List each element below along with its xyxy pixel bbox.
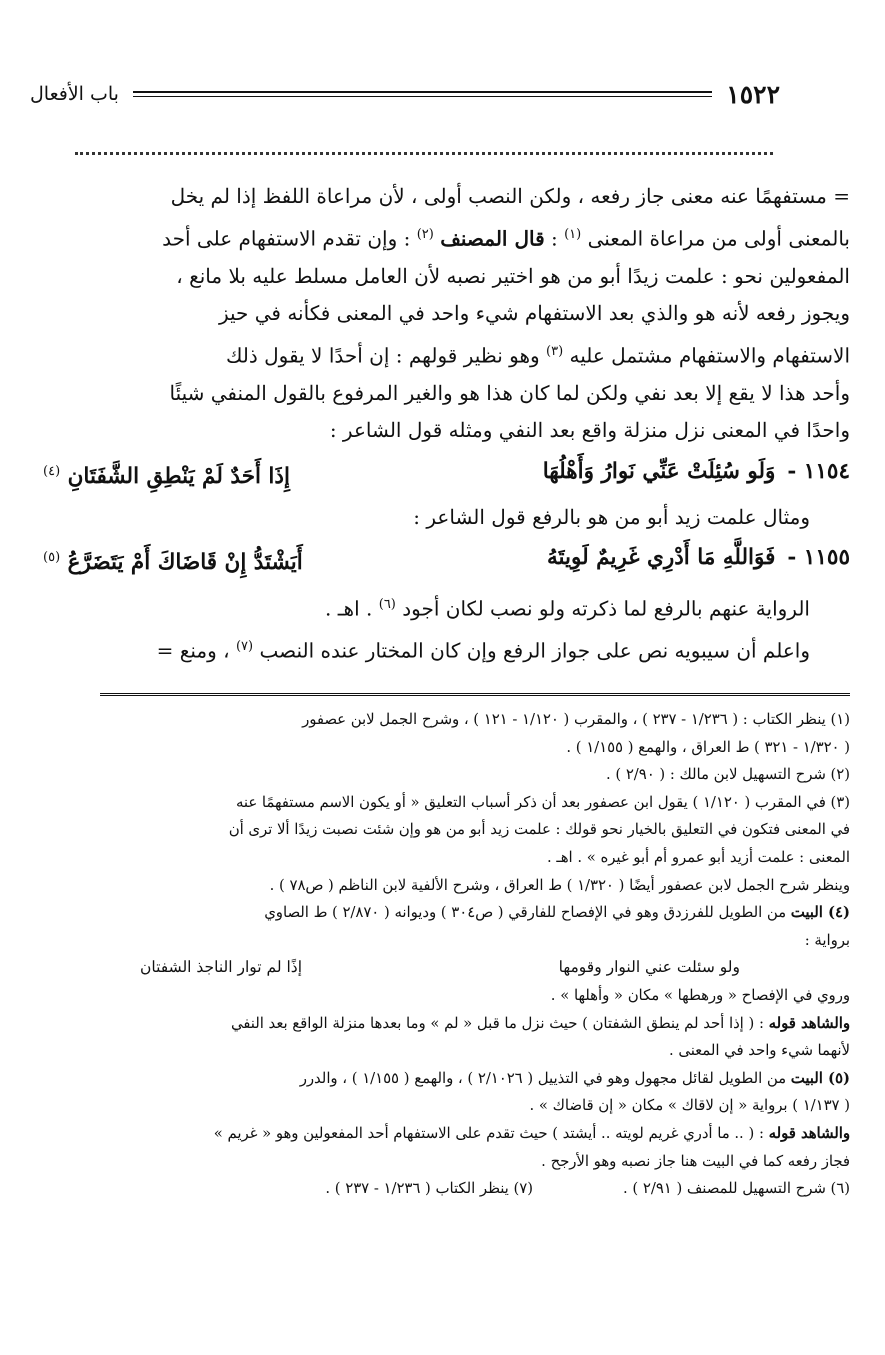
footnote-line: المعنى : علمت أزيد أبو عمرو أم أبو غيره » . اهـ . — [546, 848, 850, 866]
main-text — [33, 178, 850, 670]
footnote-separator — [100, 693, 850, 696]
verse-number: ١١٥٥ - — [787, 545, 850, 571]
text-fragment: الاستفهام والاستفهام مشتمل عليه — [569, 343, 850, 368]
footnote-line: في المعنى فتكون في التعليق بالخيار نحو قولك : علمت زيد أبو من هو وإن شئت نصبت زيدًا ألا ترى أن — [228, 821, 850, 839]
text-fragment: : ( إذا أحد لم ينطق الشفتان ) حيث نزل ما قبل « لم » وما بعدها منزلة الواقع بعد النفي — [230, 1014, 769, 1032]
verse-second-hemistich — [43, 536, 303, 585]
footnote-line: (٢) شرح التسهيل لابن مالك : ( ٢/٩٠ ) . — [605, 766, 850, 784]
footnote-ref: (٣) — [546, 343, 564, 359]
text-fragment: من الطويل لقائل مجهول وهو في التذييل ( ٢/١٠٢٦ ) ، والهمع ( ١/١٥٥ ) ، والدرر — [299, 1069, 791, 1087]
footnote-line — [30, 1065, 850, 1093]
text-fragment: : — [544, 226, 565, 251]
footnote-ref: (٧) — [235, 638, 254, 654]
footnote-line: وروي في الإفصاح « ورهطها » مكان « وأهلها » . — [550, 986, 850, 1004]
text-fragment: : ( .. ما أدري غريم لويته .. أيشتد ) حيث تقدم على الاستفهام أحد المفعولين وهو « غريم » — [213, 1124, 769, 1142]
text-line — [33, 586, 850, 628]
footnote-line — [30, 1175, 850, 1203]
text-fragment: . اهـ . — [324, 596, 379, 621]
footnote-line — [30, 1010, 850, 1038]
text-fragment: وهو نظير قولهم : إن أحدًا لا يقول ذلك — [225, 343, 547, 368]
text-line: = مستفهمًا عنه معنى جاز رفعه ، ولكن النصب أولى ، لأن مراعاة اللفظ إذا لم يخل — [170, 184, 850, 208]
footnote-ref: (١) — [564, 226, 582, 242]
text-fragment: : وإن تقدم الاستفهام على أحد — [162, 226, 417, 251]
footnote-label: (٥) البيت — [790, 1069, 850, 1087]
footnote-line: وينظر شرح الجمل لابن عصفور أيضًا ( ١/٣٢٠ ) ط العراق ، وشرح الألفية لابن الناظم ( ص٧٨ ) . — [269, 876, 850, 894]
footnote-line: فجاز رفعه كما في البيت هنا جاز نصبه وهو الأرجح . — [541, 1152, 850, 1170]
poem-hemistich: ولو سئلت عني النوار وقومها — [558, 958, 740, 977]
verse-1154 — [33, 450, 850, 499]
footnote-ref: (٦) — [378, 596, 396, 612]
text-line: المفعولين نحو : علمت زيدًا أبو من هو اختير نصبه لأن العامل مسلط عليه بلا مانع ، — [176, 263, 850, 288]
text-fragment: الرواية عنهم بالرفع لما ذكرته ولو نصب لكان أجود — [402, 596, 810, 621]
verse-first-hemistich — [547, 536, 850, 585]
text-line — [33, 628, 850, 670]
footnote-ref: (٢) — [416, 226, 434, 242]
text-line: وأحد هذا لا يقع إلا بعد نفي ولكن لما كان هذا هو والغير المرفوع بالقول المنفي شيئًا — [169, 380, 850, 405]
footnote-label: (٤) البيت — [790, 904, 850, 922]
text-fragment: من الطويل للفرزدق وهو في الإفصاح للفارقي ( ص٣٠٤ ) وديوانه ( ٢/٨٧٠ ) ط الصاوي — [264, 904, 791, 922]
text-line: واحدًا في المعنى نزل منزلة واقع بعد النفي ومثله قول الشاعر : — [329, 418, 850, 443]
dotted-separator — [75, 152, 773, 155]
verse-text: إِذَا أَحَدٌ لَمْ يَنْطِقِ الشَّفَتَانِ — [67, 463, 290, 489]
verse-second-hemistich — [43, 450, 290, 499]
footnote-poem — [30, 954, 850, 982]
footnote-line: ( ١/٣٢٠ - ٣٢١ ) ط العراق ، والهمع ( ١/١٥٥ ) . — [566, 738, 850, 756]
footnote-7: (٧) ينظر الكتاب ( ١/٢٣٦ - ٢٣٧ ) . — [325, 1180, 534, 1198]
verse-text: فَوَاللَّهِ مَا أَدْرِي غَرِيمٌ لَوِيتَهُ — [547, 545, 776, 571]
footnote-line — [30, 1120, 850, 1148]
footnote-line: برواية : — [804, 931, 850, 949]
text-fragment: ، ومنع = — [156, 638, 236, 663]
footnote-line: ( ١/١٣٧ ) برواية « إن لاقاك » مكان « إن قاضاك » . — [529, 1097, 850, 1115]
text-fragment: بالمعنى أولى من مراعاة المعنى — [587, 226, 850, 251]
text-line — [33, 216, 850, 258]
author-label: قال المصنف — [440, 226, 545, 251]
footnote-ref: (٤) — [43, 463, 61, 479]
footnote-line — [30, 899, 850, 927]
text-line — [33, 333, 850, 375]
footnote-6: (٦) شرح التسهيل للمصنف ( ٢/٩١ ) . — [623, 1180, 850, 1198]
text-line: ومثال علمت زيد أبو من هو بالرفع قول الشاعر : — [413, 504, 810, 529]
footnote-ref: (٥) — [43, 550, 61, 566]
footnotes — [30, 706, 850, 1203]
text-fragment: واعلم أن سيبويه نص على جواز الرفع وإن كان المختار عنده النصب — [259, 638, 810, 663]
page-header — [30, 74, 780, 114]
verse-text: وَلَو سُئِلَتْ عَنِّي نَوارُ وَأَهْلُهَا — [542, 458, 776, 484]
poem-hemistich: إذًا لم توار الناجذ الشفتان — [140, 958, 303, 977]
header-rule — [133, 91, 712, 97]
footnote-label: والشاهد قوله — [768, 1014, 850, 1032]
footnote-line: (١) ينظر الكتاب : ( ١/٢٣٦ - ٢٣٧ ) ، والمقرب ( ١/١٢٠ - ١٢١ ) ، وشرح الجمل لابن عصفور — [302, 711, 850, 728]
chapter-title: باب الأفعال — [30, 83, 119, 105]
verse-text: أَيَشْتَدُّ إِنْ قَاضَاكَ أَمْ يَتَضَرَّعُ — [67, 550, 303, 576]
footnote-label: والشاهد قوله — [768, 1124, 850, 1142]
verse-number: ١١٥٤ - — [787, 458, 850, 484]
verse-1155 — [33, 536, 850, 585]
text-line: ويجوز رفعه لأنه هو والذي بعد الاستفهام شيء واحد في المعنى فكأنه في حيز — [218, 301, 850, 326]
page-number: ١٥٢٢ — [726, 79, 780, 109]
footnote-line: لأنهما شيء واحد في المعنى . — [668, 1042, 850, 1060]
footnote-line: (٣) في المقرب ( ١/١٢٠ ) يقول ابن عصفور بعد أن ذكر أسباب التعليق « أو يكون الاسم مستفهمًا عنه — [235, 793, 850, 811]
verse-first-hemistich — [543, 450, 850, 499]
